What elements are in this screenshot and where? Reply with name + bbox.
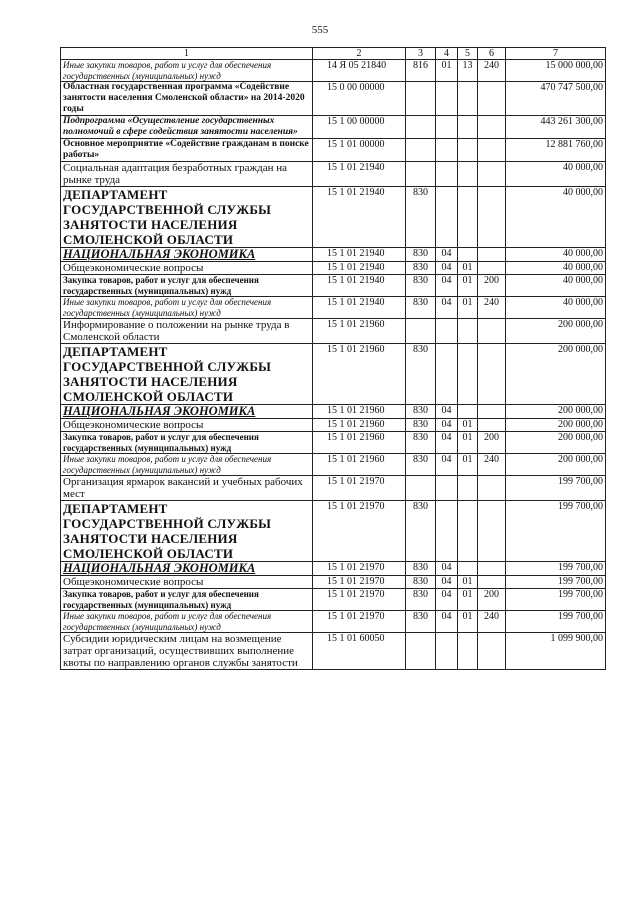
- row-name: Подпрограмма «Осуществление государственных полномочий в сфере содействия занятости населения»: [61, 116, 313, 139]
- row-code: 15 1 01 21960: [313, 419, 406, 432]
- row-name: Иные закупки товаров, работ и услуг для обеспечения государственных (муниципальных) нужд: [61, 297, 313, 319]
- table-row: [61, 319, 606, 344]
- row-col-3: 830: [406, 262, 436, 275]
- row-col-6: 240: [478, 611, 506, 633]
- row-name: Закупка товаров, работ и услуг для обеспечения государственных (муниципальных) нужд: [61, 275, 313, 297]
- row-col-6: [478, 419, 506, 432]
- row-code: 15 1 01 21970: [313, 476, 406, 501]
- header-col-5: 5: [458, 48, 478, 60]
- row-col-3: 816: [406, 60, 436, 82]
- row-name: Субсидии юридическим лицам на возмещение затрат организаций, осуществивших выполнение квоты по направлению органов службы занятости: [61, 633, 313, 670]
- table-row: [61, 432, 606, 454]
- row-col-6: 240: [478, 60, 506, 82]
- row-name: Иные закупки товаров, работ и услуг для обеспечения государственных (муниципальных) нужд: [61, 611, 313, 633]
- row-col-6: [478, 262, 506, 275]
- row-col-5: 01: [458, 432, 478, 454]
- row-col-5: [458, 476, 478, 501]
- row-col-4: [436, 139, 458, 162]
- row-amount: 199 700,00: [506, 562, 606, 576]
- row-amount: 200 000,00: [506, 344, 606, 405]
- row-col-6: [478, 162, 506, 187]
- header-col-6: 6: [478, 48, 506, 60]
- row-code: 15 1 00 00000: [313, 116, 406, 139]
- row-col-3: 830: [406, 344, 436, 405]
- header-col-1: 1: [61, 48, 313, 60]
- row-col-3: 830: [406, 562, 436, 576]
- row-col-3: [406, 82, 436, 116]
- row-amount: 40 000,00: [506, 297, 606, 319]
- row-col-6: [478, 187, 506, 248]
- row-code: 15 1 01 00000: [313, 139, 406, 162]
- row-amount: 199 700,00: [506, 589, 606, 611]
- header-col-3: 3: [406, 48, 436, 60]
- row-amount: 199 700,00: [506, 501, 606, 562]
- row-col-4: 04: [436, 419, 458, 432]
- row-col-5: 01: [458, 454, 478, 476]
- row-col-4: 04: [436, 611, 458, 633]
- table-row: [61, 262, 606, 275]
- row-code: 15 1 01 21960: [313, 344, 406, 405]
- row-name: Информирование о положении на рынке труда в Смоленской области: [61, 319, 313, 344]
- table-body: [61, 48, 606, 670]
- row-code: 15 1 01 21970: [313, 501, 406, 562]
- row-col-6: 240: [478, 297, 506, 319]
- row-name: НАЦИОНАЛЬНАЯ ЭКОНОМИКА: [61, 405, 313, 419]
- row-col-5: 01: [458, 275, 478, 297]
- row-name: Иные закупки товаров, работ и услуг для обеспечения государственных (муниципальных) нужд: [61, 60, 313, 82]
- table-row: [61, 344, 606, 405]
- row-col-3: [406, 116, 436, 139]
- row-col-3: [406, 633, 436, 670]
- row-col-4: 04: [436, 589, 458, 611]
- row-col-3: 830: [406, 576, 436, 589]
- row-name: Закупка товаров, работ и услуг для обеспечения государственных (муниципальных) нужд: [61, 432, 313, 454]
- row-amount: 199 700,00: [506, 611, 606, 633]
- table-row: [61, 162, 606, 187]
- row-col-6: [478, 501, 506, 562]
- row-amount: 200 000,00: [506, 419, 606, 432]
- row-col-5: [458, 116, 478, 139]
- row-name: Областная государственная программа «Содействие занятости населения Смоленской области» на 2014-2020 годы: [61, 82, 313, 116]
- table-row: [61, 454, 606, 476]
- row-col-3: 830: [406, 187, 436, 248]
- row-col-6: [478, 405, 506, 419]
- budget-table: [60, 47, 606, 670]
- row-col-6: [478, 319, 506, 344]
- row-col-3: [406, 139, 436, 162]
- row-col-5: [458, 319, 478, 344]
- row-col-4: 04: [436, 432, 458, 454]
- row-col-5: [458, 562, 478, 576]
- table-row: [61, 82, 606, 116]
- row-col-4: [436, 162, 458, 187]
- row-name: ДЕПАРТАМЕНТ ГОСУДАРСТВЕННОЙ СЛУЖБЫ ЗАНЯТОСТИ НАСЕЛЕНИЯ СМОЛЕНСКОЙ ОБЛАСТИ: [61, 501, 313, 562]
- row-code: 15 1 01 21970: [313, 576, 406, 589]
- row-col-3: 830: [406, 611, 436, 633]
- row-amount: 443 261 300,00: [506, 116, 606, 139]
- row-col-4: [436, 501, 458, 562]
- row-code: 15 0 00 00000: [313, 82, 406, 116]
- row-col-6: 240: [478, 454, 506, 476]
- table-row: [61, 611, 606, 633]
- row-name: НАЦИОНАЛЬНАЯ ЭКОНОМИКА: [61, 562, 313, 576]
- row-code: 14 Я 05 21840: [313, 60, 406, 82]
- row-name: Общеэкономические вопросы: [61, 262, 313, 275]
- row-col-4: [436, 187, 458, 248]
- row-code: 15 1 01 21940: [313, 275, 406, 297]
- row-amount: 40 000,00: [506, 275, 606, 297]
- row-amount: 12 881 760,00: [506, 139, 606, 162]
- row-amount: 200 000,00: [506, 319, 606, 344]
- row-amount: 470 747 500,00: [506, 82, 606, 116]
- row-col-4: [436, 476, 458, 501]
- row-col-4: [436, 344, 458, 405]
- row-col-5: 01: [458, 576, 478, 589]
- row-col-6: [478, 116, 506, 139]
- row-col-3: 830: [406, 275, 436, 297]
- row-code: 15 1 01 21970: [313, 611, 406, 633]
- row-name: Социальная адаптация безработных граждан на рынке труда: [61, 162, 313, 187]
- row-col-5: 01: [458, 262, 478, 275]
- row-amount: 199 700,00: [506, 576, 606, 589]
- row-col-3: [406, 319, 436, 344]
- row-code: 15 1 01 21970: [313, 589, 406, 611]
- row-amount: 40 000,00: [506, 248, 606, 262]
- row-col-4: 04: [436, 405, 458, 419]
- row-code: 15 1 01 21960: [313, 454, 406, 476]
- row-col-6: [478, 82, 506, 116]
- row-code: 15 1 01 21960: [313, 405, 406, 419]
- row-col-6: 200: [478, 432, 506, 454]
- row-amount: 200 000,00: [506, 405, 606, 419]
- row-name: Основное мероприятие «Содействие гражданам в поиске работы»: [61, 139, 313, 162]
- row-code: 15 1 01 21940: [313, 162, 406, 187]
- table-row: [61, 589, 606, 611]
- row-col-5: [458, 501, 478, 562]
- row-col-3: 830: [406, 405, 436, 419]
- row-col-4: [436, 116, 458, 139]
- row-col-3: 830: [406, 454, 436, 476]
- row-col-6: 200: [478, 589, 506, 611]
- row-amount: 1 099 900,00: [506, 633, 606, 670]
- row-col-4: [436, 82, 458, 116]
- row-amount: 15 000 000,00: [506, 60, 606, 82]
- row-amount: 200 000,00: [506, 432, 606, 454]
- row-code: 15 1 01 21960: [313, 432, 406, 454]
- row-amount: 40 000,00: [506, 262, 606, 275]
- row-col-4: 04: [436, 562, 458, 576]
- row-col-6: [478, 344, 506, 405]
- row-amount: 40 000,00: [506, 187, 606, 248]
- row-col-5: [458, 187, 478, 248]
- table-row: [61, 419, 606, 432]
- row-col-5: [458, 162, 478, 187]
- row-col-3: [406, 476, 436, 501]
- row-col-5: [458, 344, 478, 405]
- row-name: Организация ярмарок вакансий и учебных рабочих мест: [61, 476, 313, 501]
- table-row: [61, 187, 606, 248]
- row-code: 15 1 01 21940: [313, 248, 406, 262]
- row-col-4: 04: [436, 262, 458, 275]
- row-col-5: 13: [458, 60, 478, 82]
- row-col-6: [478, 139, 506, 162]
- row-col-5: 01: [458, 611, 478, 633]
- row-col-6: 200: [478, 275, 506, 297]
- table-row: [61, 576, 606, 589]
- row-col-6: [478, 476, 506, 501]
- header-col-4: 4: [436, 48, 458, 60]
- row-amount: 199 700,00: [506, 476, 606, 501]
- row-col-4: 04: [436, 576, 458, 589]
- row-col-3: 830: [406, 419, 436, 432]
- page-number: 555: [311, 24, 329, 36]
- row-name: Иные закупки товаров, работ и услуг для обеспечения государственных (муниципальных) нужд: [61, 454, 313, 476]
- table-row: [61, 116, 606, 139]
- row-col-3: 830: [406, 248, 436, 262]
- table-row: [61, 633, 606, 670]
- row-col-5: [458, 82, 478, 116]
- row-name: НАЦИОНАЛЬНАЯ ЭКОНОМИКА: [61, 248, 313, 262]
- row-name: Общеэкономические вопросы: [61, 576, 313, 589]
- row-code: 15 1 01 21940: [313, 262, 406, 275]
- row-col-3: 830: [406, 589, 436, 611]
- row-amount: 200 000,00: [506, 454, 606, 476]
- row-col-5: [458, 248, 478, 262]
- table-row: [61, 562, 606, 576]
- header-col-7: 7: [506, 48, 606, 60]
- row-col-6: [478, 248, 506, 262]
- row-code: 15 1 01 21940: [313, 187, 406, 248]
- row-amount: 40 000,00: [506, 162, 606, 187]
- row-col-4: [436, 633, 458, 670]
- table-row: [61, 501, 606, 562]
- row-col-3: 830: [406, 501, 436, 562]
- table-row: [61, 297, 606, 319]
- row-col-6: [478, 562, 506, 576]
- row-col-3: [406, 162, 436, 187]
- table-row: [61, 275, 606, 297]
- header-row: [61, 48, 606, 60]
- row-col-4: 04: [436, 248, 458, 262]
- row-col-5: [458, 405, 478, 419]
- row-col-6: [478, 576, 506, 589]
- table-row: [61, 248, 606, 262]
- row-col-4: 04: [436, 275, 458, 297]
- table-row: [61, 405, 606, 419]
- row-col-5: 01: [458, 297, 478, 319]
- row-col-4: [436, 319, 458, 344]
- table-row: [61, 476, 606, 501]
- row-col-5: 01: [458, 589, 478, 611]
- row-name: Закупка товаров, работ и услуг для обеспечения государственных (муниципальных) нужд: [61, 589, 313, 611]
- row-name: ДЕПАРТАМЕНТ ГОСУДАРСТВЕННОЙ СЛУЖБЫ ЗАНЯТОСТИ НАСЕЛЕНИЯ СМОЛЕНСКОЙ ОБЛАСТИ: [61, 187, 313, 248]
- table-row: [61, 60, 606, 82]
- row-code: 15 1 01 21940: [313, 297, 406, 319]
- row-col-4: 04: [436, 297, 458, 319]
- row-col-4: 01: [436, 60, 458, 82]
- row-col-3: 830: [406, 297, 436, 319]
- header-col-2: 2: [313, 48, 406, 60]
- row-col-3: 830: [406, 432, 436, 454]
- table-row: [61, 139, 606, 162]
- row-code: 15 1 01 60050: [313, 633, 406, 670]
- row-col-5: [458, 633, 478, 670]
- row-name: Общеэкономические вопросы: [61, 419, 313, 432]
- row-code: 15 1 01 21970: [313, 562, 406, 576]
- row-code: 15 1 01 21960: [313, 319, 406, 344]
- row-col-6: [478, 633, 506, 670]
- row-name: ДЕПАРТАМЕНТ ГОСУДАРСТВЕННОЙ СЛУЖБЫ ЗАНЯТОСТИ НАСЕЛЕНИЯ СМОЛЕНСКОЙ ОБЛАСТИ: [61, 344, 313, 405]
- row-col-5: [458, 139, 478, 162]
- row-col-4: 04: [436, 454, 458, 476]
- row-col-5: 01: [458, 419, 478, 432]
